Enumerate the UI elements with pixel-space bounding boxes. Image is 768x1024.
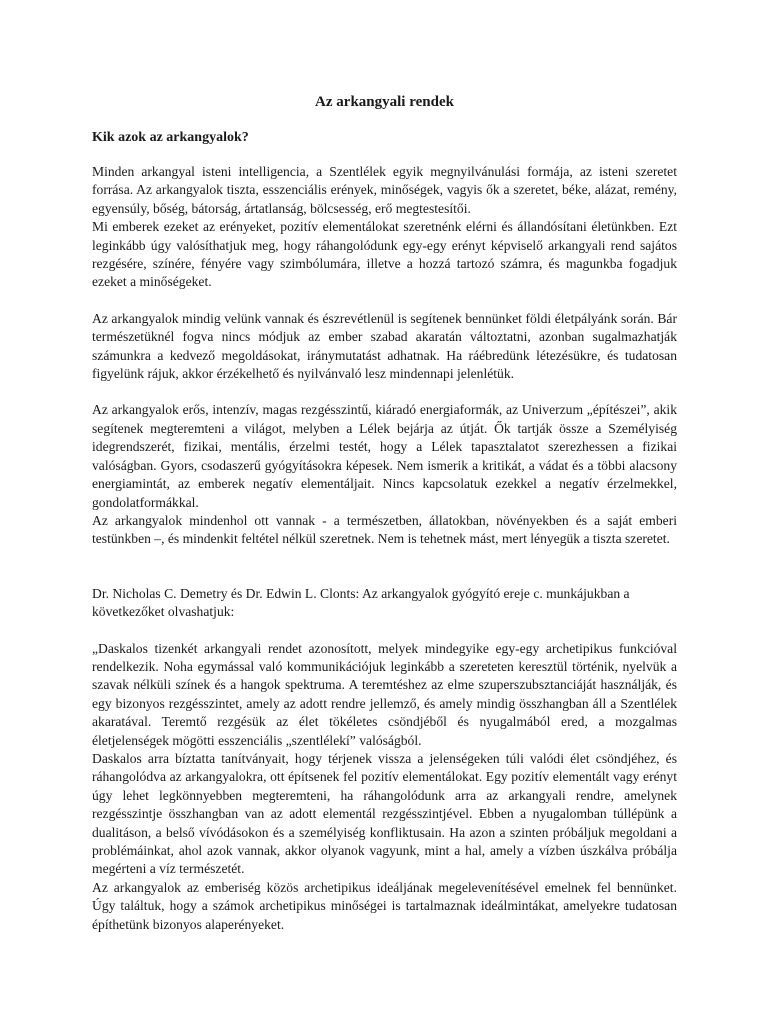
paragraph: Az arkangyalok erős, intenzív, magas rezgésszintű, kiáradó energiaformák, az Univerzum „építészei”, akik segítenek megteremteni a világot, melyben a Lélek bejárja az útját. Ők tartják össze a Személyiség idegrendszerét, fizikai, mentális, érzelmi testét, hogy a Lélek tapasztalatot szerezhessen a fizikai valóságban. Gyors, csodaszerű gyógyításokra képesek. Nem ismerik a kritikát, a vádat és a többi alacsony energiamintát, az emberek negatív elementáljait. Nincs kapcsolatuk ezekkel a negatív érzelmekkel, gondolatformákkal. (92, 402, 677, 510)
citation-paragraph: Dr. Nicholas C. Demetry és Dr. Edwin L. Clonts: Az arkangyalok gyógyító ereje c. munkájukban a következőket olvashatjuk: (92, 585, 630, 620)
document-title: Az arkangyali rendek (315, 94, 454, 110)
paragraph: Mi emberek ezeket az erényeket, pozitív elementálokat szeretnénk elérni és állandósítani életünkben. Ezt leginkább úgy valósíthatjuk meg, hogy ráhangolódunk egy-egy erényt képviselő arkangyali rend sajátos rezgésére, színére, fényére vagy szimbólumára, illetve a hozzá tartozó számra, és magunkba fogadjuk ezeket a minőségeket. (92, 219, 677, 290)
quote-paragraph: Az arkangyalok az emberiség közös archetipikus ideáljának megelevenítésével emelnek fel bennünket. Úgy találtuk, hogy a számok archetipikus minőségei is tartalmaznak ideálmintákat, amelyekre tudatosan építhetünk bizonyos alaperényeket. (92, 879, 677, 932)
quote-paragraph: Daskalos arra bíztatta tanítványait, hogy térjenek vissza a jelenségeken túli valódi élet csöndjéhez, és ráhangolódva az arkangyalokra, ott építsenek fel pozitív elementálokat. Egy pozitív elementált vagy erényt úgy lehet legkönnyebben megteremteni, ha ráhangolódunk arra az arkangyali rendre, amelynek rezgésszintje összhangban van az adott elementál rezgésszintjével. Ebben a nyugalomban túllépünk a dualitáson, a belső vívódásokon és a személyiség konfliktusain. Ha azon a szinten próbáljuk megoldani a problémáinkat, ahol azok vannak, akkor olyanok vagyunk, mint a hal, amely a vízben úszkálva próbálja megérteni a víz természetét. (92, 750, 677, 877)
document-page (92, 92, 677, 934)
section-heading: Kik azok az arkangyalok? (92, 130, 249, 145)
paragraph: Az arkangyalok mindig velünk vannak és észrevétlenül is segítenek bennünket földi életpályánk során. Bár természetüknél fogva nincs módjuk az ember szabad akaratán változtatni, azonban sugalmazhatják számunkra a kedvező megoldásokat, iránymutatást adhatnak. Ha ráébredünk létezésükre, és tudatosan figyelünk rájuk, akkor érzékelhető és nyilvánvaló lesz mindennapi jelenlétük. (92, 310, 677, 382)
paragraph-spacer (92, 622, 677, 640)
paragraph: Az arkangyalok mindenhol ott vannak - a természetben, állatokban, növényekben és a saját emberi testünkben –, és mindenkit feltétel nélkül szeretnek. Nem is tehetnek mást, mert lényegük a tiszta szeretet. (92, 512, 677, 547)
section-spacer (92, 549, 677, 585)
paragraph: Minden arkangyal isteni intelligencia, a Szentlélek egyik megnyilvánulási formája, az isteni szeretet forrása. Az arkangyalok tiszta, esszenciális erények, minőségek, vagyis ők a szeretet, béke, alázat, remény, egyensúly, bőség, bátorság, ártatlanság, bölcsesség, erő megtestesítői. (92, 164, 677, 216)
paragraph-spacer (92, 383, 677, 401)
quote-paragraph: „Daskalos tizenkét arkangyali rendet azonosított, melyek mindegyike egy-egy archetipikus funkcióval rendelkezik. Noha egymással való kommunikációjuk leginkább a szereteten keresztül történik, nyelvük a szavak nélküli színek és a hangok spektruma. A teremtéshez az elme szuperszubsztanciáját használják, és egy bizonyos rezgésszintet, amely az adott rendre jellemző, és amely mindig összhangban áll a Szentlélek akaratával. Teremtő rezgésük az élet tökéletes csöndjéből és nyugalmából ered, a mozgalmas életjelenségek mögötti esszenciális „szentlélekí” valóságból. (92, 640, 677, 748)
paragraph-spacer (92, 292, 677, 310)
